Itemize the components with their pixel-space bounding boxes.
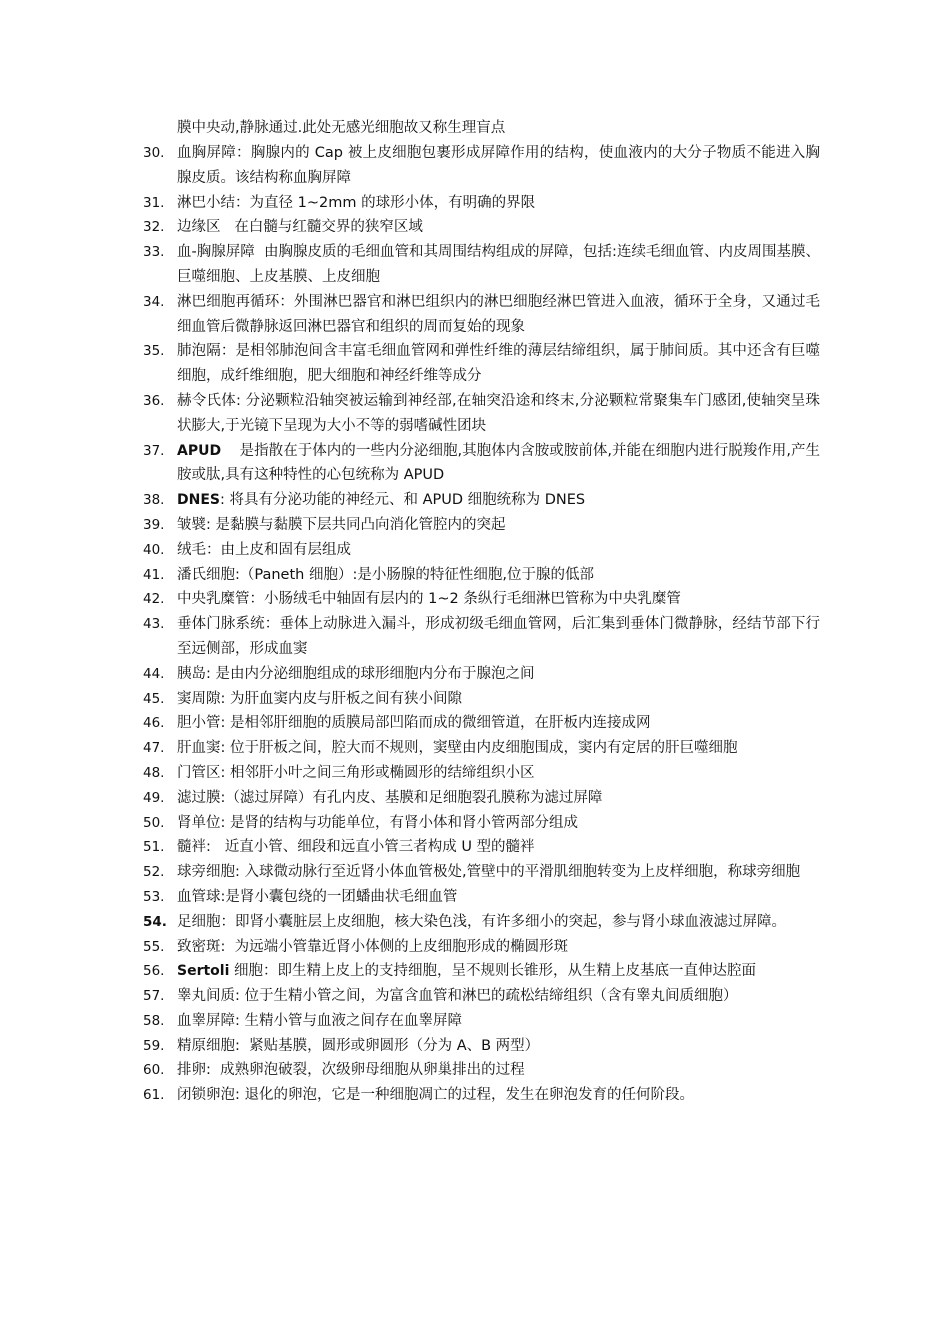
item-text <box>177 711 820 736</box>
item-number: 39. <box>143 516 165 533</box>
item-number: 61. <box>143 1087 165 1104</box>
item-definition: 潘氏细胞:（Paneth 细胞）:是小肠腺的特征性细胞,位于腺的低部 <box>177 566 594 583</box>
item-text <box>177 538 820 563</box>
item-definition: 髓袢: 近直小管、细段和远直小管三者构成 U 型的髓袢 <box>177 839 535 856</box>
list-item <box>138 959 820 984</box>
item-number: 58. <box>143 1012 165 1029</box>
item-number: 40. <box>143 541 165 558</box>
item-text <box>177 612 820 662</box>
item-definition: 血-胸腺屏障 由胸腺皮质的毛细血管和其周围结构组成的屏障，包括:连续毛细血管、内皮周围基膜、巨噬细胞、上皮基膜、上皮细胞 <box>177 244 820 285</box>
item-number: 56. <box>143 963 165 980</box>
item-definition: 窦周隙: 为肝血窦内皮与肝板之间有狭小间隙 <box>177 690 462 707</box>
item-number: 44. <box>143 665 165 682</box>
item-text <box>177 984 820 1009</box>
item-definition: 肾单位: 是肾的结构与功能单位，有肾小体和肾小管两部分组成 <box>177 814 578 831</box>
item-text <box>177 959 820 984</box>
item-number: 32. <box>143 219 165 236</box>
list-item <box>138 1009 820 1034</box>
item-definition: 球旁细胞: 入球微动脉行至近肾小体血管极处,管壁中的平滑肌细胞转变为上皮样细胞，称球旁细胞 <box>177 864 801 881</box>
item-text <box>177 141 820 191</box>
item-definition: 精原细胞: 紧贴基膜，圆形或卵圆形（分为 A、B 两型） <box>177 1037 540 1054</box>
item-number: 54. <box>143 913 167 930</box>
continuation-line: 膜中央动,静脉通过.此处无感光细胞故又称生理盲点 <box>177 120 506 136</box>
item-number: 59. <box>143 1037 165 1054</box>
item-number: 47. <box>143 740 165 757</box>
item-number: 35. <box>143 343 165 360</box>
item-term: DNES <box>177 492 220 509</box>
item-number: 30. <box>143 145 165 161</box>
list-item <box>138 191 820 216</box>
item-definition: 淋巴小结：为直径 1~2mm 的球形小体，有明确的界限 <box>177 194 536 211</box>
item-text <box>177 1083 820 1108</box>
item-definition: 排卵: 成熟卵泡破裂，次级卵母细胞从卵巢排出的过程 <box>177 1062 525 1079</box>
list-item <box>138 736 820 761</box>
list-item <box>138 835 820 860</box>
list-item <box>138 538 820 563</box>
list-item <box>138 513 820 538</box>
list-item <box>138 711 820 736</box>
item-text <box>177 563 820 588</box>
item-number: 37. <box>143 442 165 459</box>
item-number: 49. <box>143 789 165 806</box>
item-number: 36. <box>143 392 165 409</box>
list-item <box>138 389 820 439</box>
list-item <box>138 984 820 1009</box>
item-number: 31. <box>143 194 165 211</box>
list-item <box>138 587 820 612</box>
item-definition: 睾丸间质: 位于生精小管之间，为富含血管和淋巴的疏松结缔组织（含有睾丸间质细胞） <box>177 988 738 1005</box>
item-number: 57. <box>143 988 165 1005</box>
item-definition: 皱襞: 是黏膜与黏膜下层共同凸向消化管腔内的突起 <box>177 516 506 533</box>
item-number: 43. <box>143 616 165 633</box>
item-number: 45. <box>143 690 165 707</box>
item-definition: 胰岛: 是由内分泌细胞组成的球形细胞内分布于腺泡之间 <box>177 665 535 682</box>
item-text <box>177 885 820 910</box>
item-definition: 血管球:是肾小囊包绕的一团蟠曲状毛细血管 <box>177 888 458 905</box>
item-text <box>177 513 820 538</box>
item-text <box>177 1058 820 1083</box>
list-item <box>138 1083 820 1108</box>
item-text <box>177 191 820 216</box>
item-definition: 血胸屏障：胸腺内的 Cap 被上皮细胞包裹形成屏障作用的结构，使血液内的大分子物质不能进入胸腺皮质。该结构称血胸屏障 <box>177 145 820 186</box>
list-item <box>138 488 820 513</box>
item-definition: 肺泡隔：是相邻肺泡间含丰富毛细血管网和弹性纤维的薄层结缔组织，属于肺间质。其中还含有巨噬细胞，成纤维细胞，肥大细胞和神经纤维等成分 <box>177 343 820 385</box>
list-item <box>138 910 820 935</box>
item-text <box>177 910 820 935</box>
item-number: 55. <box>143 938 165 955</box>
list-item <box>138 563 820 588</box>
list-item <box>138 860 820 885</box>
item-text <box>177 1034 820 1059</box>
definition-list <box>138 141 820 1108</box>
item-text <box>177 786 820 811</box>
item-definition: 是指散在于体内的一些内分泌细胞,其胞体内含胺或胺前体,并能在细胞内进行脱羧作用,产生胺或肽,具有这种特性的心包统称为 APUD <box>177 442 820 484</box>
item-definition: 闭锁卵泡: 退化的卵泡，它是一种细胞凋亡的过程，发生在卵泡发育的任何阶段。 <box>177 1087 694 1104</box>
item-term: APUD <box>177 442 222 459</box>
list-item <box>138 1058 820 1083</box>
item-definition: 赫令氏体: 分泌颗粒沿轴突被运输到神经部,在轴突沿途和终末,分泌颗粒常聚集车门感团,使轴突呈珠状膨大,于光镜下呈现为大小不等的弱嗜碱性团块 <box>177 392 820 434</box>
item-text <box>177 389 820 439</box>
item-text <box>177 439 820 489</box>
item-definition: 边缘区 在白髓与红髓交界的狭窄区域 <box>177 219 423 236</box>
item-definition: 细胞：即生精上皮上的支持细胞，呈不规则长锥形，从生精上皮基底一直伸达腔面 <box>229 963 756 980</box>
item-number: 53. <box>143 888 165 905</box>
item-definition: 肝血窦: 位于肝板之间，腔大而不规则，窦壁由内皮细胞围成，窦内有定居的肝巨噬细胞 <box>177 740 738 757</box>
item-number: 48. <box>143 764 165 781</box>
item-text <box>177 687 820 712</box>
item-definition: 胆小管: 是相邻肝细胞的质膜局部凹陷而成的微细管道，在肝板内连接成网 <box>177 715 651 732</box>
item-number: 60. <box>143 1062 165 1079</box>
item-text <box>177 811 820 836</box>
list-item <box>138 811 820 836</box>
item-number: 50. <box>143 814 165 831</box>
list-item <box>138 761 820 786</box>
item-text <box>177 835 820 860</box>
item-number: 42. <box>143 591 165 608</box>
item-term: Sertoli <box>177 963 230 980</box>
list-item <box>138 612 820 662</box>
list-item <box>138 786 820 811</box>
list-item <box>138 885 820 910</box>
list-item <box>138 935 820 960</box>
item-text <box>177 736 820 761</box>
item-number: 52. <box>143 864 165 881</box>
list-item <box>138 1034 820 1059</box>
list-item <box>138 662 820 687</box>
item-definition: 足细胞：即肾小囊脏层上皮细胞，核大染色浅，有许多细小的突起，参与肾小球血液滤过屏障。 <box>177 913 786 930</box>
item-definition: 中央乳糜管：小肠绒毛中轴固有层内的 1~2 条纵行毛细淋巴管称为中央乳糜管 <box>177 591 681 608</box>
list-item <box>138 240 820 290</box>
list-item <box>138 439 820 489</box>
item-number: 34. <box>143 293 165 310</box>
item-definition: : 将具有分泌功能的神经元、和 APUD 细胞统称为 DNES <box>219 492 586 509</box>
item-text <box>177 215 820 240</box>
item-text <box>177 1009 820 1034</box>
item-text <box>177 662 820 687</box>
list-item <box>138 141 820 191</box>
item-number: 38. <box>143 492 165 509</box>
item-text <box>177 488 820 513</box>
item-text <box>177 290 820 340</box>
list-item <box>138 290 820 340</box>
item-definition: 致密斑: 为远端小管靠近肾小体侧的上皮细胞形成的椭圆形斑 <box>177 938 569 955</box>
item-text <box>177 339 820 389</box>
item-text <box>177 240 820 290</box>
item-definition: 绒毛：由上皮和固有层组成 <box>177 541 351 558</box>
item-number: 41. <box>143 566 165 583</box>
list-item <box>138 687 820 712</box>
item-definition: 淋巴细胞再循环：外围淋巴器官和淋巴组织内的淋巴细胞经淋巴管进入血液，循环于全身，又通过毛细血管后微静脉返回淋巴器官和组织的周而复始的现象 <box>177 293 820 335</box>
item-definition: 滤过膜:（滤过屏障）有孔内皮、基膜和足细胞裂孔膜称为滤过屏障 <box>177 789 603 806</box>
item-number: 33. <box>143 244 165 261</box>
item-text <box>177 761 820 786</box>
item-text <box>177 935 820 960</box>
item-text <box>177 587 820 612</box>
item-definition: 门管区: 相邻肝小叶之间三角形或椭圆形的结缔组织小区 <box>177 764 535 781</box>
item-definition: 血睾屏障: 生精小管与血液之间存在血睾屏障 <box>177 1012 462 1029</box>
list-item <box>138 339 820 389</box>
item-text <box>177 860 820 885</box>
item-number: 51. <box>143 839 165 856</box>
item-number: 46. <box>143 715 165 732</box>
list-item <box>138 215 820 240</box>
item-definition: 垂体门脉系统：垂体上动脉进入漏斗，形成初级毛细血管网，后汇集到垂体门微静脉，经结节部下行至远侧部，形成血窦 <box>177 616 820 657</box>
